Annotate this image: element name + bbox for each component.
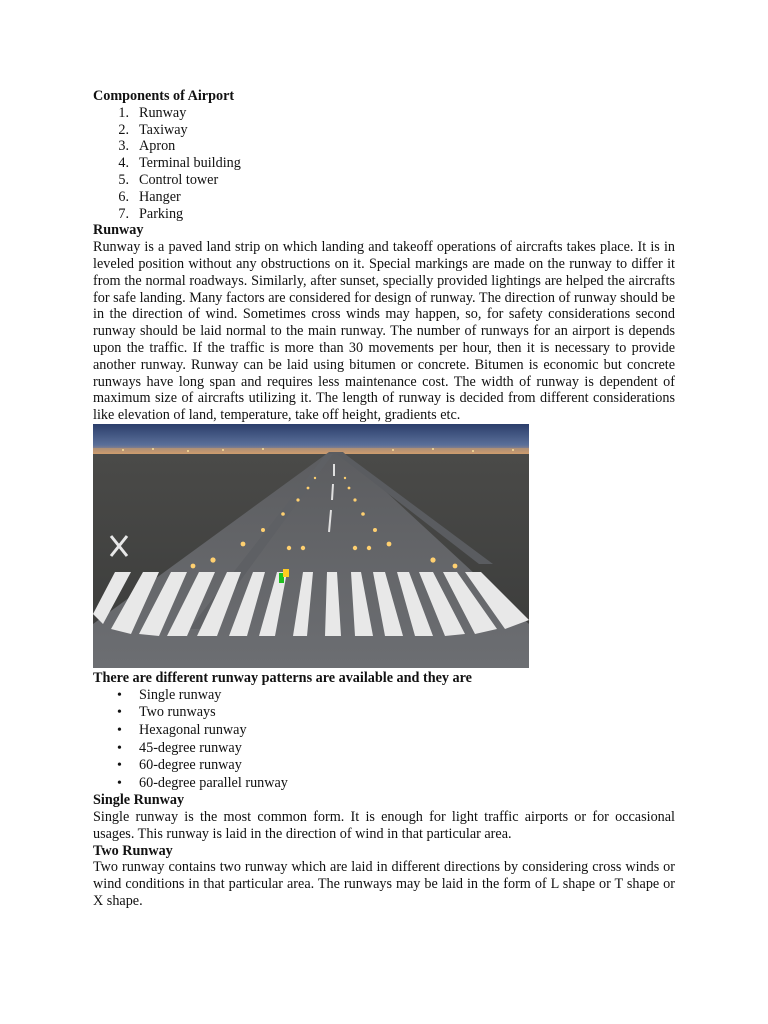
runway-paragraph: Runway is a paved land strip on which landing and takeoff operations of aircrafts takes place. It is in leveled position without any obstructions on it. Special markings are made on the runway to differ it from the normal roadways. Similarly, after sunset, specially provided lightings are helped the aircrafts for safe landing. Many factors are considered for design of runway. The direction of runway should be in the direction of wind. Sometimes cross winds may happen, so, for safety considerations second runway should be laid normal to the main runway. The number of runways for an airport is depends upon the traffic. If the traffic is more than 30 movements per hour, then it is necessary to provide another runway. Runway can be laid using bitumen or concrete. Bitumen is economic but concrete runways have long span and requires less maintenance cost. The width of runway is dependent of maximum size of aircrafts utilizing it. The length of runway is decided from different considerations like elevation of land, temperature, take off height, gradients etc. <box>93 239 675 424</box>
patterns-heading: There are different runway patterns are available and they are <box>93 669 472 686</box>
list-item <box>93 105 675 122</box>
two-runway-heading: Two Runway <box>93 842 173 859</box>
list-item <box>93 155 675 172</box>
runway-photo <box>93 424 529 668</box>
list-text: Control tower <box>139 171 219 188</box>
single-runway-paragraph: Single runway is the most common form. It is enough for light traffic airports or for occasional usages. This runway is laid in the direction of wind in that particular area. <box>93 809 675 842</box>
runway-heading: Runway <box>93 222 144 239</box>
list-text: Taxiway <box>139 121 188 138</box>
list-item <box>93 122 675 139</box>
list-item: • 60-degree parallel runway <box>93 775 675 793</box>
list-item <box>93 206 675 223</box>
list-item: • Single runway <box>93 687 675 705</box>
list-number: 2. <box>118 121 129 138</box>
two-runway-paragraph: Two runway contains two runway which are laid in different directions by considering cross winds or wind conditions in that particular area. The runways may be laid in the form of L shape or T shape or X shape. <box>93 859 675 910</box>
list-number: 3. <box>118 138 129 155</box>
list-item: • Two runways <box>93 704 675 722</box>
list-number: 7. <box>118 205 129 222</box>
patterns-list <box>93 687 675 793</box>
list-number: 5. <box>118 171 129 188</box>
list-text: Parking <box>139 205 184 222</box>
list-number: 1. <box>118 104 129 121</box>
list-item: • Hexagonal runway <box>93 722 675 740</box>
list-text: Runway <box>139 104 187 121</box>
list-text: Terminal building <box>139 155 241 172</box>
list-item: • 60-degree runway <box>93 757 675 775</box>
list-item: • 45-degree runway <box>93 740 675 758</box>
list-number: 4. <box>118 155 129 172</box>
document-content <box>93 88 675 910</box>
list-text: Apron <box>139 138 176 155</box>
components-list <box>93 105 675 223</box>
list-item <box>93 172 675 189</box>
single-runway-heading: Single Runway <box>93 792 185 809</box>
list-number: 6. <box>118 188 129 205</box>
list-item <box>93 138 675 155</box>
list-item <box>93 189 675 206</box>
components-heading: Components of Airport <box>93 88 235 104</box>
list-text: Hanger <box>139 188 181 205</box>
